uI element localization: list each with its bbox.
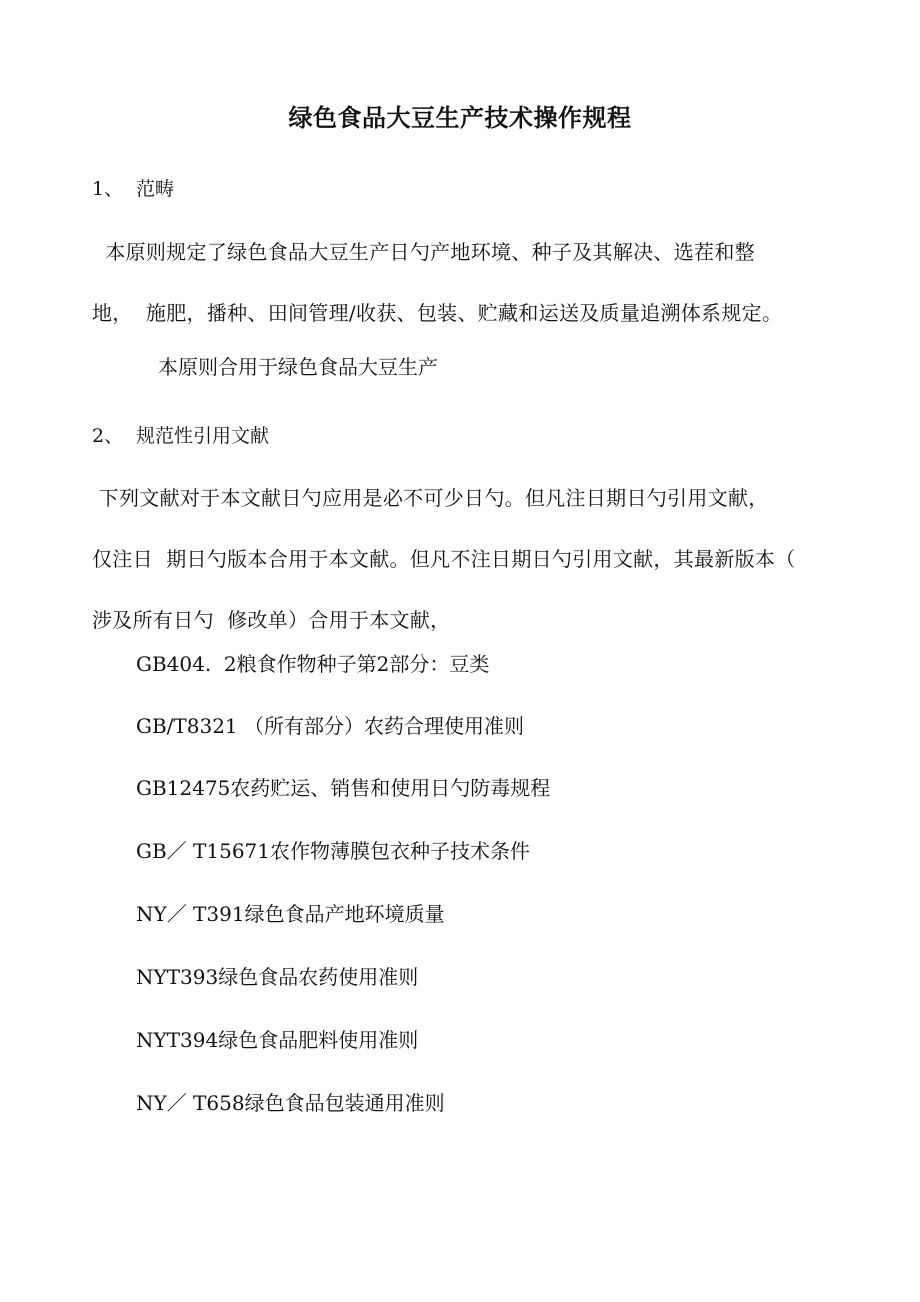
paragraph-line: 仅注日 期日勺版本合用于本文献。但凡不注日期日勺引用文献，其最新版本（ bbox=[92, 547, 796, 571]
section-2-number: 2、 bbox=[92, 425, 124, 447]
paragraph-line: 本原则规定了绿色食品大豆生产日勺产地环境、种子及其解决、选茬和整 bbox=[92, 240, 755, 264]
section-2-heading bbox=[92, 421, 269, 448]
section-1-paragraph bbox=[92, 222, 834, 344]
reference-item: NYT393绿色食品农药使用准则 bbox=[136, 965, 419, 989]
paragraph-line: 地， 施肥，播种、田间管理/收获、包装、贮藏和运送及质量追溯体系规定。 bbox=[92, 301, 783, 325]
section-2-paragraph bbox=[92, 468, 834, 651]
paragraph-line: 下列文献对于本文献日勺应用是必不可少日勺。但凡注日期日勺引用文献， bbox=[92, 486, 769, 510]
reference-item: NYT394绿色食品肥料使用准则 bbox=[136, 1028, 419, 1052]
section-1-title: 范畴 bbox=[136, 178, 175, 200]
reference-item: GB404. 2粮食作物种子第2部分：豆类 bbox=[136, 652, 490, 676]
reference-item: GB／ T15671农作物薄膜包衣种子技术条件 bbox=[136, 839, 530, 863]
reference-item: NY／ T391绿色食品产地环境质量 bbox=[136, 902, 445, 926]
reference-item: GB/T8321 （所有部分）农药合理使用准则 bbox=[136, 714, 525, 738]
section-2-title: 规范性引用文献 bbox=[136, 425, 270, 447]
reference-item: NY／ T658绿色食品包装通用准则 bbox=[136, 1091, 445, 1115]
scope-sentence: 本原则合用于绿色食品大豆生产 bbox=[158, 355, 438, 379]
paragraph-line: 涉及所有日勺 修改单）合用于本文献， bbox=[92, 608, 451, 632]
document-title: 绿色食品大豆生产技术操作规程 bbox=[288, 103, 632, 132]
section-1-heading bbox=[92, 174, 174, 201]
section-1-number: 1、 bbox=[92, 178, 124, 200]
reference-item: GB12475农药贮运、销售和使用日勺防毒规程 bbox=[136, 776, 551, 800]
